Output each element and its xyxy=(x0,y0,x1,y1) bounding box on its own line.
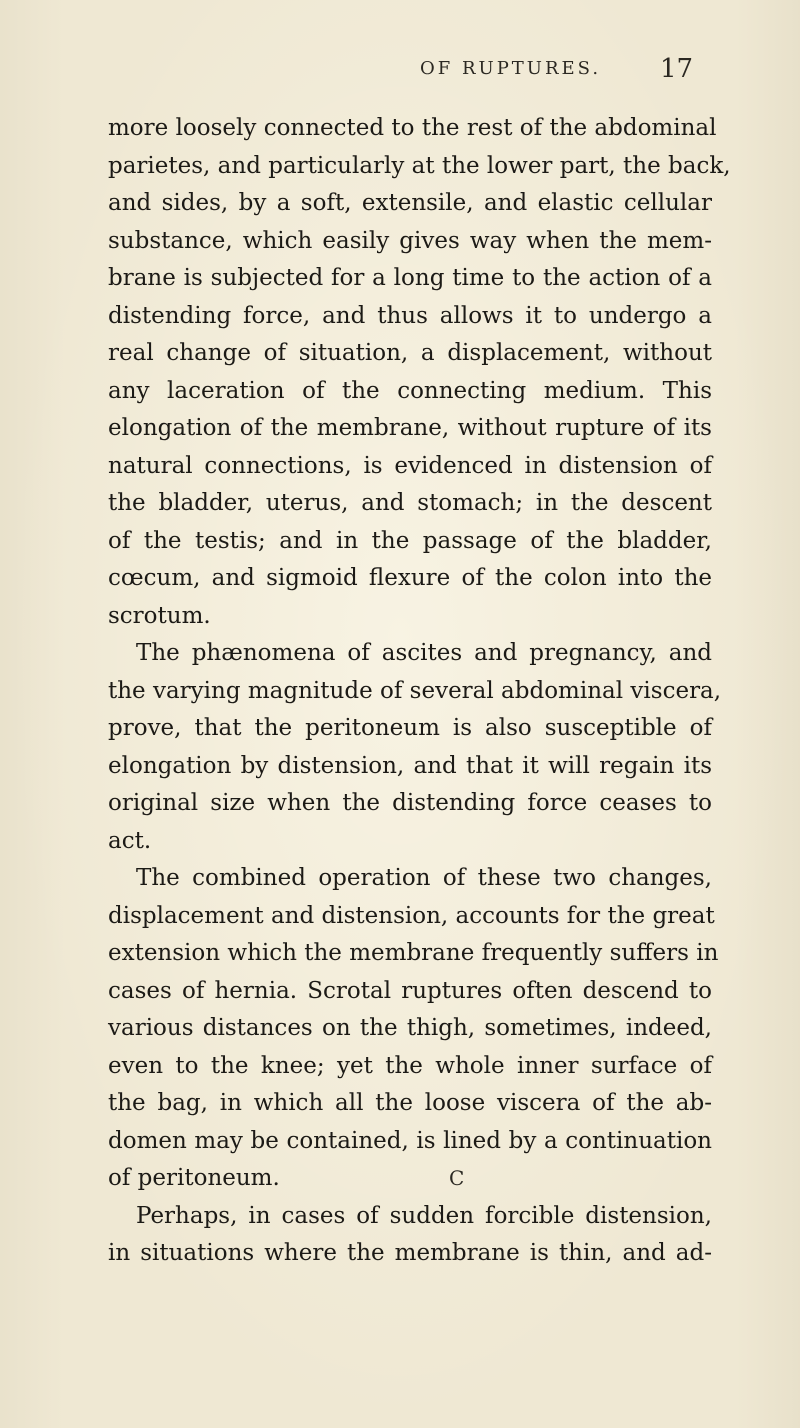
text-line: cœcum, and sigmoid flexure of the colon into the xyxy=(108,565,712,591)
text-line: extension which the membrane frequently suffers in xyxy=(108,940,719,966)
text-line: the bag, in which all the loose viscera of the ab- xyxy=(108,1090,712,1116)
page-number: 17 xyxy=(660,54,694,84)
text-line: parietes, and particularly at the lower part, the back, xyxy=(108,152,731,179)
text-line: distending force, and thus allows it to undergo a xyxy=(108,302,712,329)
text-line: even to the knee; yet the whole inner surface of xyxy=(108,1052,712,1079)
body-text xyxy=(108,110,731,1273)
text-line: the bladder, uterus, and stomach; in the descent xyxy=(108,490,712,516)
text-line: real change of situation, a displacement, without xyxy=(108,340,712,366)
running-head: OF RUPTURES. xyxy=(420,58,602,79)
text-line: brane is subjected for a long time to the action of a xyxy=(108,265,712,291)
text-line: domen may be contained, is lined by a continuation xyxy=(108,1127,712,1154)
text-line: scrotum. xyxy=(108,602,211,629)
text-line: original size when the distending force ceases to xyxy=(108,790,712,816)
text-line: displacement and distension, accounts for the great xyxy=(108,902,715,929)
text-line: prove, that the peritoneum is also susceptible of xyxy=(108,715,712,741)
text-line: of the testis; and in the passage of the bladder, xyxy=(108,527,712,554)
text-line: natural connections, is evidenced in distension of xyxy=(108,452,712,479)
text-line: in situations where the membrane is thin, and ad- xyxy=(108,1240,712,1266)
text-line: act. xyxy=(108,827,152,854)
text-line: any laceration of the connecting medium. This xyxy=(108,377,712,404)
text-line: of peritoneum. xyxy=(108,1165,280,1191)
text-line: more loosely connected to the rest of the abdominal xyxy=(108,115,717,141)
text-line: Perhaps, in cases of sudden forcible distension, xyxy=(136,1202,712,1229)
text-line: the varying magnitude of several abdominal viscera, xyxy=(108,677,722,704)
text-line: The phænomena of ascites and pregnancy, and xyxy=(136,640,712,666)
text-line: and sides, by a soft, extensile, and elastic cellular xyxy=(108,190,712,216)
text-line: substance, which easily gives way when the mem- xyxy=(108,227,712,254)
page-header xyxy=(0,54,800,88)
signature-mark: C xyxy=(449,1166,465,1190)
text-line: various distances on the thigh, sometimes, indeed, xyxy=(108,1015,712,1041)
text-line: The combined operation of these two changes, xyxy=(136,865,712,891)
text-line: cases of hernia. Scrotal ruptures often descend to xyxy=(108,977,712,1004)
text-line: elongation by distension, and that it will regain its xyxy=(108,752,712,779)
text-line: elongation of the membrane, without rupture of its xyxy=(108,415,712,441)
